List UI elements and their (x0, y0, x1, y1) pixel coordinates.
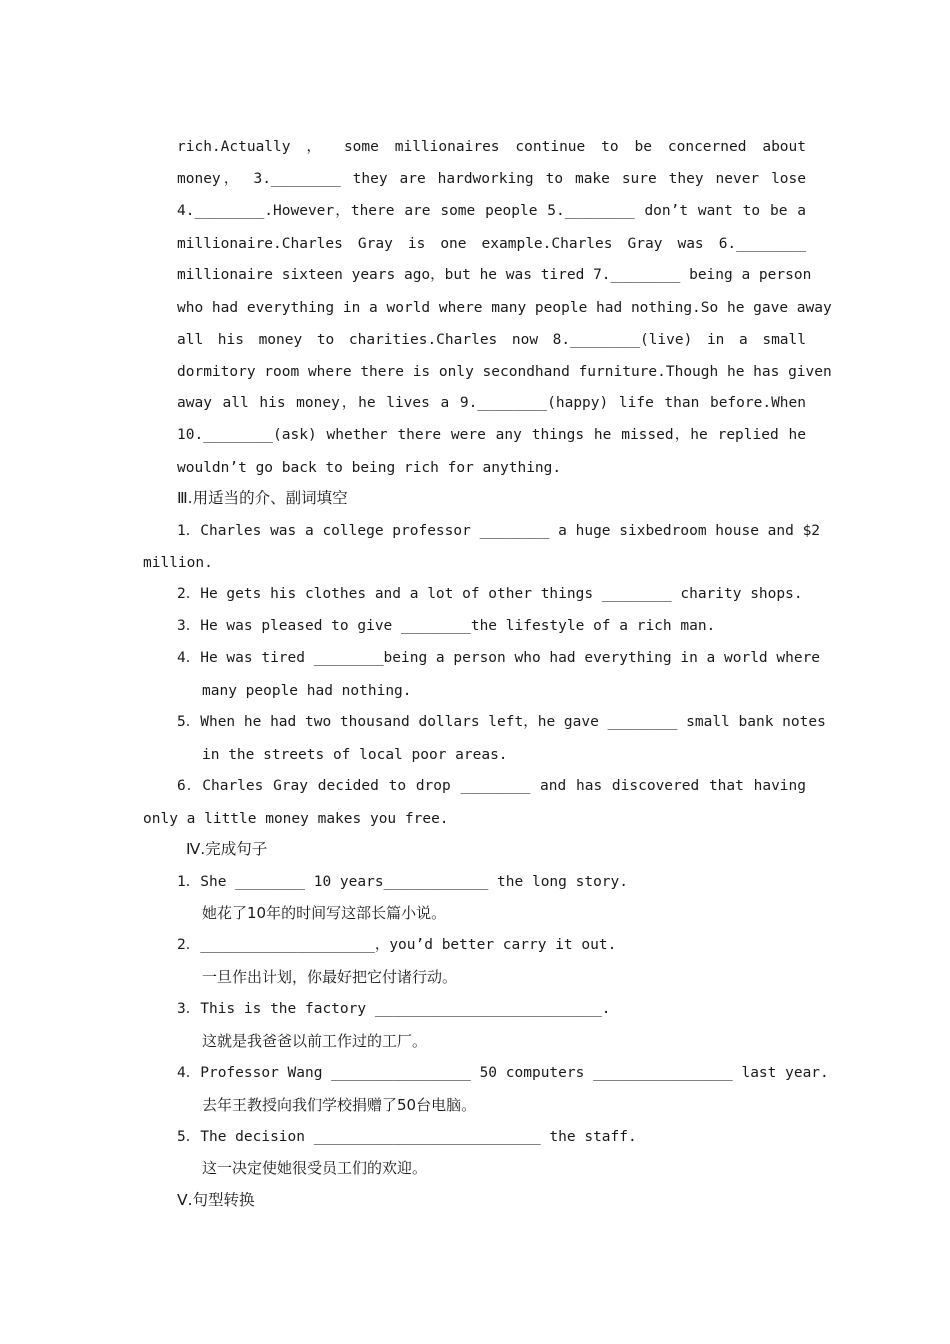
question-3-1-cont: million. (143, 555, 213, 571)
section-title: Ⅲ.用适当的介、副词填空 (177, 489, 348, 507)
passage-line: wouldn’t go back to being rich for anything. (177, 460, 562, 476)
question-4-4-translation: 去年王教授向我们学校捐赠了50台电脑。 (202, 1096, 477, 1114)
question-3-2: 2．He gets his clothes and a lot of other things ________ charity shops. (177, 586, 803, 602)
passage-line: millionaire sixteen years ago，but he was tired 7.________ being a person (177, 267, 812, 283)
question-3-6: 6．Charles Gray decided to drop ________ and has discovered that having (177, 778, 806, 794)
question-4-2-translation: 一旦作出计划，你最好把它付诸行动。 (202, 968, 458, 986)
passage-line: rich.Actually ， some millionaires continue to be concerned about (177, 139, 806, 155)
passage-line: dormitory room where there is only secondhand furniture.Though he has given (177, 364, 832, 380)
question-3-4-cont: many people had nothing. (202, 683, 412, 699)
question-4-3-translation: 这就是我爸爸以前工作过的工厂。 (202, 1032, 428, 1050)
section-title: Ⅳ.完成句子 (186, 840, 268, 858)
question-3-4: 4．He was tired ________being a person who had everything in a world where (177, 650, 821, 666)
question-3-3: 3．He was pleased to give ________the lifestyle of a rich man. (177, 618, 716, 634)
passage-line: money， 3.________ they are hardworking to make sure they never lose (177, 171, 806, 187)
question-4-4: 4．Professor Wang ________________ 50 computers ________________ last year. (177, 1065, 829, 1081)
passage-line: who had everything in a world where many people had nothing.So he gave away (177, 300, 832, 316)
passage-line: millionaire.Charles Gray is one example.Charles Gray was 6.________ (177, 236, 806, 252)
question-4-1: 1．She ________ 10 years____________ the long story. (177, 874, 628, 890)
section-title: Ⅴ.句型转换 (177, 1191, 255, 1209)
question-3-6-cont: only a little money makes you free. (143, 811, 449, 827)
passage-line: away all his money，he lives a 9.________(happy) life than before.When (177, 395, 806, 411)
question-4-5-translation: 这一决定使她很受员工们的欢迎。 (202, 1159, 428, 1177)
question-4-1-translation: 她花了10年的时间写这部长篇小说。 (202, 904, 447, 922)
passage-line: 10.________(ask) whether there were any things he missed，he replied he (177, 427, 806, 443)
question-3-5: 5．When he had two thousand dollars left，he gave ________ small bank notes (177, 714, 826, 730)
question-4-5: 5．The decision __________________________ the staff. (177, 1129, 637, 1145)
question-3-5-cont: in the streets of local poor areas. (202, 747, 508, 763)
question-4-2: 2．____________________，you’d better carry it out. (177, 937, 617, 953)
passage-line: all his money to charities.Charles now 8.________(live) in a small (177, 332, 806, 348)
passage-line: 4.________.However，there are some people 5.________ don’t want to be a (177, 203, 806, 219)
question-3-1: 1．Charles was a college professor ________ a huge sixbedroom house and $2 (177, 523, 821, 539)
question-4-3: 3．This is the factory __________________________. (177, 1001, 611, 1017)
